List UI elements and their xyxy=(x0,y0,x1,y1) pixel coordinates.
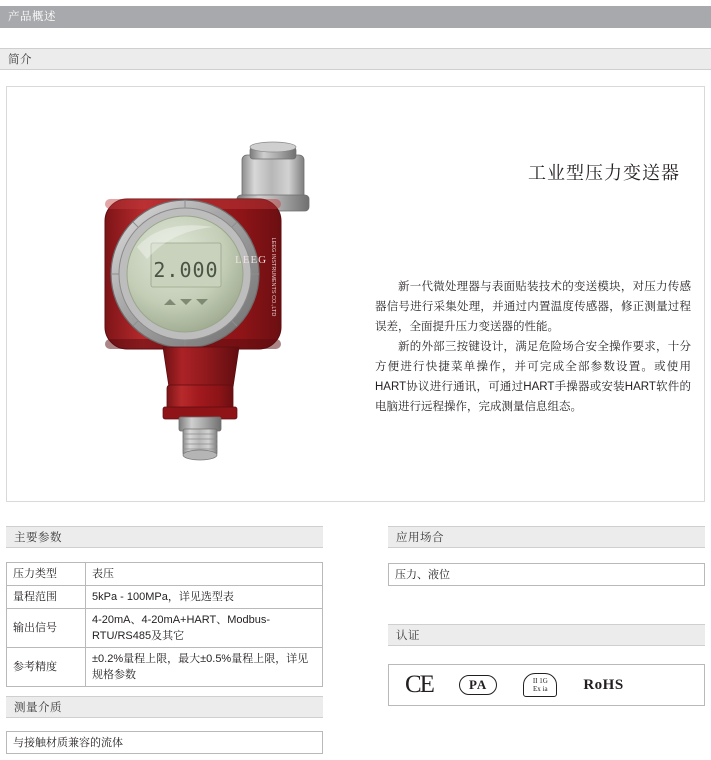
param-key: 量程范围 xyxy=(7,586,86,609)
rohs-icon: RoHS xyxy=(583,676,624,693)
param-value: 5kPa - 100MPa，详见选型表 xyxy=(86,586,323,609)
main-params-table xyxy=(6,562,323,687)
application-value: 压力、液位 xyxy=(388,563,705,586)
param-key: 参考精度 xyxy=(7,648,86,687)
section-label-intro: 简介 xyxy=(8,54,32,66)
certification-badges xyxy=(388,664,705,706)
param-value: ±0.2%量程上限，最大±0.5%量程上限，详见规格参数 xyxy=(86,648,323,687)
param-value: 4-20mA、4-20mA+HART、Modbus-RTU/RS485及其它 xyxy=(86,609,323,648)
ex-line-2: Ex ia xyxy=(533,685,548,693)
section-bar-certification xyxy=(388,624,705,646)
ce-icon: CE xyxy=(405,671,433,698)
product-title: 工业型压力变送器 xyxy=(528,163,680,183)
medium-value: 与接触材质兼容的流体 xyxy=(6,731,323,754)
page-title-bar xyxy=(0,6,711,28)
page-title: 产品概述 xyxy=(8,11,56,23)
param-key: 压力类型 xyxy=(7,563,86,586)
section-bar-medium xyxy=(6,696,323,718)
ex-line-1: II 1G xyxy=(532,677,548,685)
section-label-certification: 认证 xyxy=(396,630,420,642)
lcd-value: 2.000 xyxy=(153,258,219,282)
intro-paragraph-1: 新一代微处理器与表面贴装技术的变送模块，对压力传感器信号进行采集处理，并通过内置温度传感器，修正测量过程误差，全面提升压力变送器的性能。 xyxy=(375,281,691,333)
param-value: 表压 xyxy=(86,563,323,586)
section-label-medium: 测量介质 xyxy=(14,702,62,714)
pressure-transmitter-illustration xyxy=(67,107,357,487)
section-bar-application xyxy=(388,526,705,548)
section-label-application: 应用场合 xyxy=(396,532,444,544)
section-bar-main-params xyxy=(6,526,323,548)
intro-text xyxy=(375,277,691,417)
device-side-text: LEEG INSTRUMENTS CO.,LTD xyxy=(270,237,276,317)
intro-panel xyxy=(6,86,705,502)
section-label-main-params: 主要参数 xyxy=(14,532,62,544)
pa-icon: PA xyxy=(459,675,497,695)
intro-paragraph-2: 新的外部三按键设计，满足危险场合安全操作要求，十分方便进行快捷菜单操作，并可完成全部参数设置。或使用HART协议进行通讯，可通过HART手操器或安装HART软件的电脑进行远程操作，完成测量信息组态。 xyxy=(375,341,691,413)
table-row xyxy=(7,648,323,687)
table-row xyxy=(7,563,323,586)
section-bar-intro xyxy=(0,48,711,70)
ex-icon xyxy=(523,673,557,697)
table-row xyxy=(7,586,323,609)
device-brand: LEEG xyxy=(235,254,268,266)
param-key: 输出信号 xyxy=(7,609,86,648)
table-row xyxy=(7,609,323,648)
